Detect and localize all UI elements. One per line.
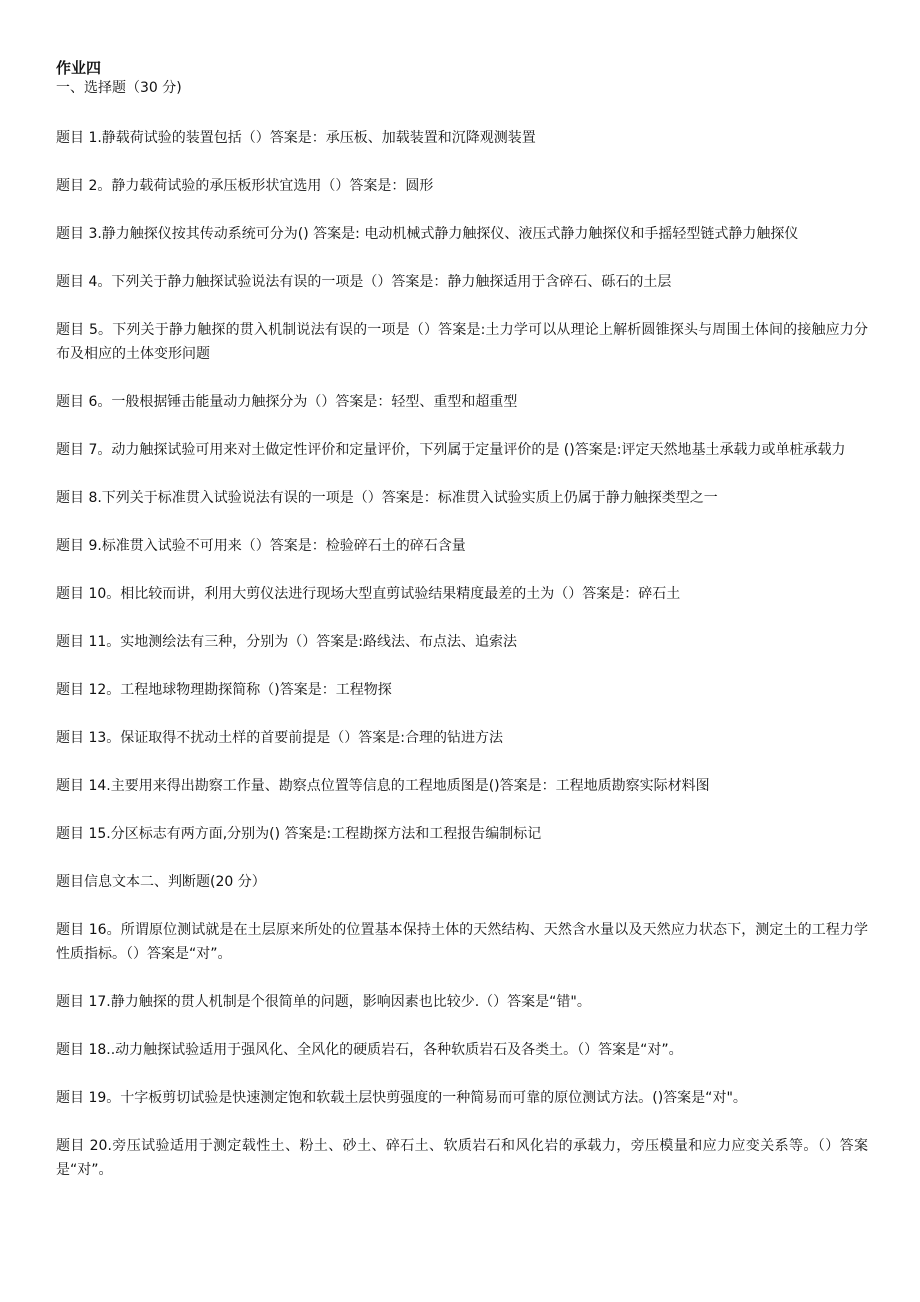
document-page [56,58,868,1206]
question-19: 题目 19。十字板剪切试验是快速测定饱和软载土层快剪强度的一种简易而可靠的原位测试方法。()答案是“对"。 [56,1090,747,1106]
question-10: 题目 10。相比较而讲，利用大剪仪法进行现场大型直剪试验结果精度最差的土为（）答案是：碎石土 [56,586,681,602]
question-14: 题目 14.主要用来得出勘察工作量、勘察点位置等信息的工程地质图是()答案是：工程地质勘察实际材料图 [56,778,710,794]
question-9: 题目 9.标准贯入试验不可用来（）答案是：检验碎石土的碎石含量 [56,538,466,554]
question-15: 题目 15.分区标志有两方面,分别为() 答案是:工程勘探方法和工程报告编制标记 [56,826,542,842]
question-6: 题目 6。一般根据锤击能量动力触探分为（）答案是：轻型、重型和超重型 [56,394,518,410]
question-8: 题目 8.下列关于标准贯入试验说法有误的一项是（）答案是：标准贯入试验实质上仍属于静力触探类型之一 [56,490,718,506]
question-3: 题目 3.静力触探仪按其传动系统可分为() 答案是: 电动机械式静力触探仪、液压式静力触探仪和手摇轻型链式静力触探仪 [56,226,799,242]
question-5: 题目 5。下列关于静力触探的贯入机制说法有误的一项是（）答案是:土力学可以从理论上解析圆锥探头与周围土体间的接触应力分布及相应的土体变形问题 [56,322,868,362]
question-1: 题目 1.静载荷试验的装置包括（）答案是：承压板、加载装置和沉降观测装置 [56,130,536,146]
question-7: 题目 7。动力触探试验可用来对土做定性评价和定量评价，下列属于定量评价的是 ()答案是:评定天然地基土承载力或单桩承载力 [56,442,846,458]
section-heading-judgement: 题目信息文本二、判断题(20 分） [56,874,266,890]
document-title: 作业四 [56,59,102,77]
section-heading-choice: 一、选择题（30 分) [56,80,182,96]
question-11: 题目 11。实地测绘法有三种，分别为（）答案是:路线法、布点法、追索法 [56,634,517,650]
question-18: 题目 18..动力触探试验适用于强风化、全风化的硬质岩石，各种软质岩石及各类土。（）答案是“对”。 [56,1042,683,1058]
question-17: 题目 17.静力触探的贯人机制是个很简单的问题，影响因素也比较少.（）答案是“错"。 [56,994,591,1010]
question-16: 题目 16。所谓原位测试就是在土层原来所处的位置基本保持土体的天然结构、天然含水量以及天然应力状态下，测定土的工程力学性质指标。（）答案是“对”。 [56,922,868,962]
question-2: 题目 2。静力载荷试验的承压板形状宜选用（）答案是：圆形 [56,178,434,194]
question-20: 题目 20.旁压试验适用于测定载性土、粉土、砂土、碎石土、软质岩石和风化岩的承载力，旁压模量和应力应变关系等。（）答案是“对”。 [56,1138,868,1178]
question-12: 题目 12。工程地球物理勘探简称（)答案是：工程物探 [56,682,392,698]
question-13: 题目 13。保证取得不扰动土样的首要前提是（）答案是:合理的钻进方法 [56,730,503,746]
question-4: 题目 4。下列关于静力触探试验说法有误的一项是（）答案是：静力触探适用于含碎石、砾石的土层 [56,274,672,290]
